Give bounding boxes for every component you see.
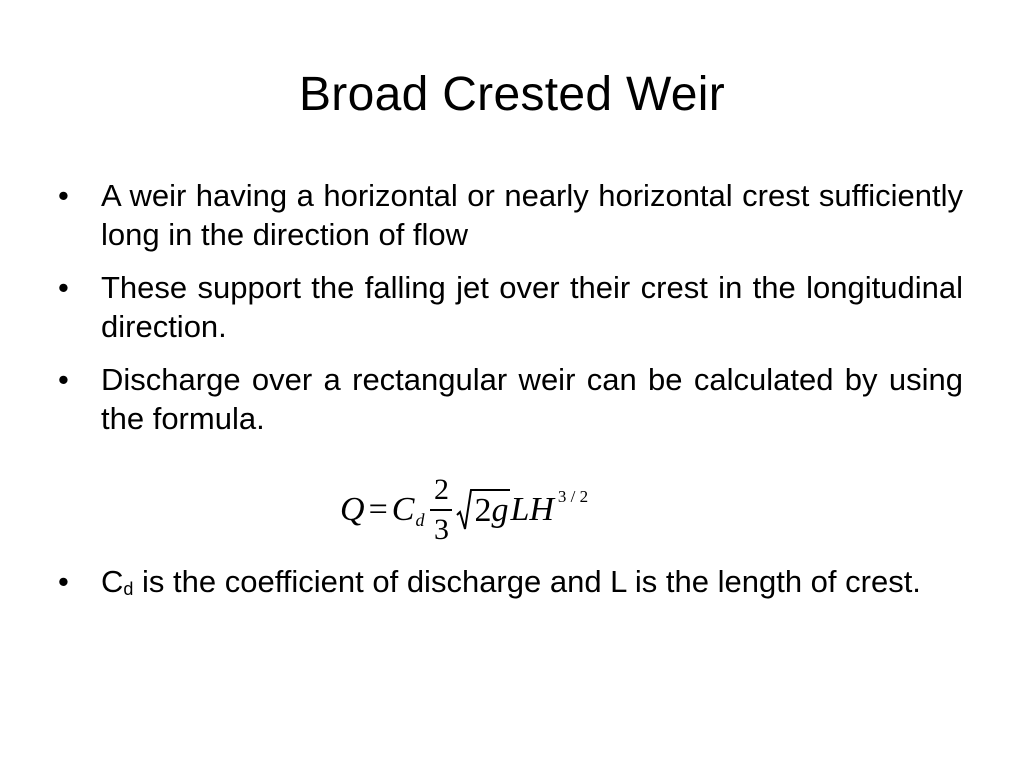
bullet-item [56,176,963,254]
slide-title: Broad Crested Weir [298,68,725,121]
bullet-symbol-sub: d [123,579,134,599]
fraction-denominator: 3 [433,513,449,546]
bullet-dot: • [58,564,69,599]
bullet-text: These support the falling jet over their crest in the longitudinal direction. [101,270,963,344]
discharge-formula [340,468,588,552]
radicand [472,489,510,531]
bullet-dot: • [58,270,69,305]
bullet-item [56,562,963,606]
formula-coef: C [391,491,415,528]
formula-rest: LH [510,491,554,528]
bullet-dot: • [58,178,69,213]
bullet-list [56,176,963,438]
formula-lhs: Q [340,491,365,528]
bullet-text: Discharge over a rectangular weir can be calculated by using the formula. [101,362,963,436]
bullet-list-continued [56,562,963,606]
bullet-item [56,268,963,346]
fraction-bar [430,509,452,511]
bullet-symbol: C [101,564,124,599]
formula-fraction [430,475,452,545]
bullet-item [56,360,963,438]
radical-sign-icon [456,489,472,531]
formula-coef-sub: d [415,509,425,530]
bullet-dot: • [58,362,69,397]
bullet-text: A weir having a horizontal or nearly horizontal crest sufficiently long in the direction of flow [101,178,963,252]
square-root [456,489,510,531]
formula-equals: = [368,491,388,528]
bullet-text: is the coefficient of discharge and L is the length of crest. [133,564,921,599]
formula-block [0,468,1024,552]
radicand-variable: g [491,492,509,529]
radicand-number: 2 [474,492,492,529]
fraction-numerator: 2 [433,473,449,506]
formula-exponent: 3 / 2 [557,487,589,506]
